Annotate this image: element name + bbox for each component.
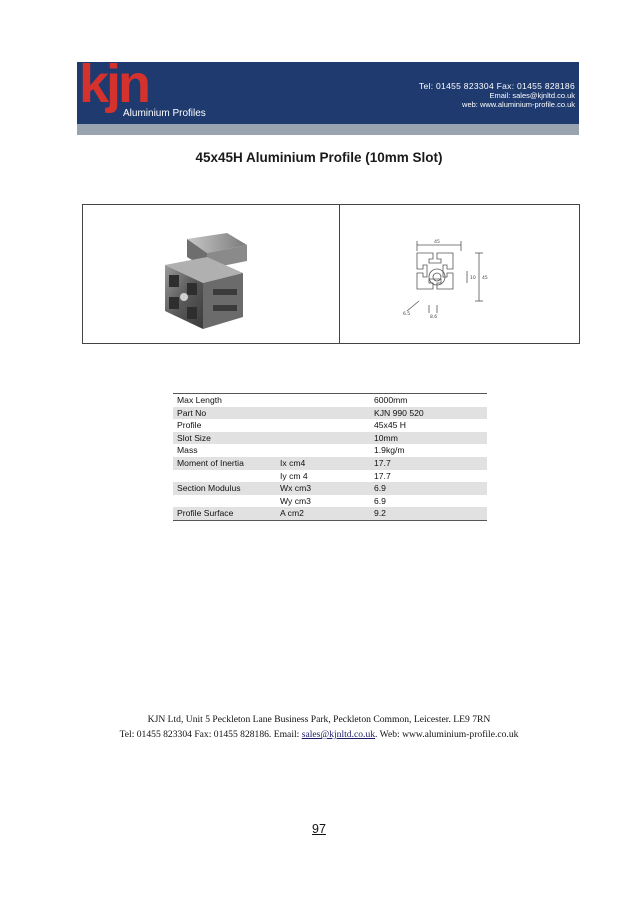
header-web: web: www.aluminium-profile.co.uk [462,100,575,109]
spec-value: 9.2 [374,508,386,519]
spec-label [173,495,280,508]
company-logo: kjn [79,62,149,114]
spec-value: 17.7 [374,457,391,468]
technical-drawing [393,221,513,341]
spec-sub: Wy cm3 [280,495,311,506]
spec-label: Section Modulus [177,483,241,494]
table-row [173,419,487,432]
table-divider [339,205,340,343]
spec-value: 45x45 H [374,420,407,431]
footer-web: . Web: www.aluminium-profile.co.uk [375,729,519,740]
table-row [173,507,487,520]
header-contact [419,82,575,109]
spec-label: Part No [177,407,207,418]
table-row [173,407,487,420]
table-row [173,470,487,483]
isometric-profile-image [143,225,263,335]
table-row [173,432,487,445]
page-title: 45x45H Aluminium Profile (10mm Slot) [195,150,443,165]
header-strip [77,124,579,135]
spec-label [173,470,280,483]
table-row [173,444,487,457]
footer-address: KJN Ltd, Unit 5 Peckleton Lane Business Park, Peckleton Common, Leicester. LE9 7RN [147,714,491,725]
header-tel-fax: Tel: 01455 823304 Fax: 01455 828186 [418,81,575,91]
spec-sub: Ix cm4 [280,457,306,468]
spec-sub: Wx cm3 [280,483,312,494]
header-banner [77,62,579,124]
drawing-label-slot-depth: 8.6 [430,315,438,320]
spec-value: KJN 990 520 [374,407,424,418]
spec-label: Profile Surface [177,508,234,519]
header-email: Email: sales@kjnltd.co.uk [489,91,575,100]
spec-value: 6.9 [374,495,386,506]
drawing-label-chamfer: 6.5 [403,312,411,317]
spec-sub: A cm2 [280,508,304,519]
drawing-label-width: 45 [434,240,440,245]
spec-value: 6000mm [374,395,408,405]
spec-value: 1.9kg/m [374,445,405,456]
spec-value: 6.9 [374,483,386,494]
footer-email-link[interactable]: sales@kjnltd.co.uk [301,729,376,740]
spec-label: Mass [177,445,198,456]
page-number: 97 [312,822,326,836]
spec-label: Max Length [177,395,222,405]
table-row [173,495,487,508]
table-row [173,457,487,470]
table-row [173,482,487,495]
drawing-label-slot: 10 [470,276,476,281]
spec-label: Slot Size [177,432,211,443]
spec-sub [280,432,374,445]
spec-sub [280,419,374,432]
specification-table [173,393,487,521]
spec-sub [280,394,374,407]
spec-label: Moment of Inertia [177,457,244,468]
logo-subtitle: Aluminium Profiles [123,108,206,119]
spec-sub: Iy cm 4 [280,470,308,481]
table-row [173,394,487,407]
footer-tel: Tel: 01455 823304 Fax: 01455 828186. Email: [119,729,302,740]
spec-value: 10mm [374,432,398,443]
footer-contact [0,729,638,740]
spec-sub [280,407,374,420]
spec-label: Profile [177,420,202,431]
spec-sub [280,444,374,457]
drawing-label-height: 45 [482,276,488,281]
profile-images-table [82,204,580,344]
spec-value: 17.7 [374,470,391,481]
